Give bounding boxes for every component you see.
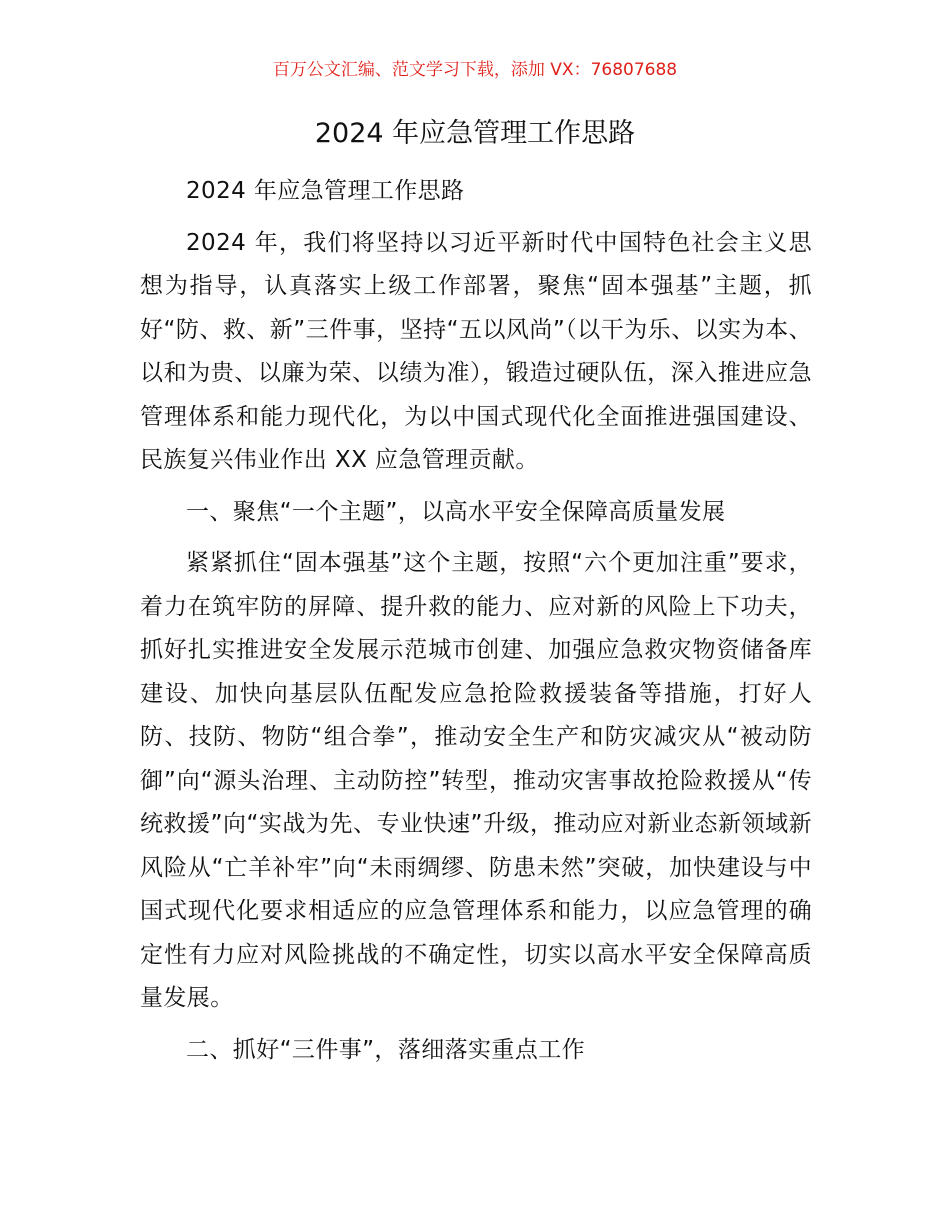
intro-paragraph: 2024 年，我们将坚持以习近平新时代中国特色社会主义思想为指导，认真落实上级工作部署，聚焦“固本强基”主题，抓好“防、救、新”三件事，坚持“五以风尚”（以干为乐、以实为本、以和为贵、以廉为荣、以绩为准），锻造过硬队伍，深入推进应急管理体系和能力现代化，为以中国式现代化全面推进强国建设、民族复兴伟业作出 XX 应急管理贡献。	[140, 229, 812, 473]
section-heading-1: 一、聚焦“一个主题”，以高水平安全保障高质量发展	[186, 498, 726, 525]
document-title: 2024 年应急管理工作思路	[314, 118, 636, 149]
section-heading-2: 二、抓好“三件事”，落细落实重点工作	[186, 1036, 586, 1063]
section-1-paragraph: 紧紧抓住“固本强基”这个主题，按照“六个更加注重”要求，着力在筑牢防的屏障、提升救的能力、应对新的风险上下功夫，抓好扎实推进安全发展示范城市创建、加强应急救灾物资储备库建设、加快向基层队伍配发应急抢险救援装备等措施，打好人防、技防、物防“组合拳”，推动安全生产和防灾减灾从“被动防御”向“源头治理、主动防控”转型，推动灾害事故抢险救援从“传统救援”向“实战为先、专业快速”升级，推动应对新业态新领域新风险从“亡羊补牢”向“未雨绸缪、防患未然”突破，加快建设与中国式现代化要求相适应的应急管理体系和能力，以应急管理的确定性有力应对风险挑战的不确定性，切实以高水平安全保障高质量发展。	[140, 550, 812, 1011]
subtitle-paragraph: 2024 年应急管理工作思路	[186, 178, 465, 204]
document-body	[140, 170, 812, 1072]
header-watermark-note: 百万公文汇编、范文学习下载，添加 VX：76807688	[272, 60, 678, 80]
